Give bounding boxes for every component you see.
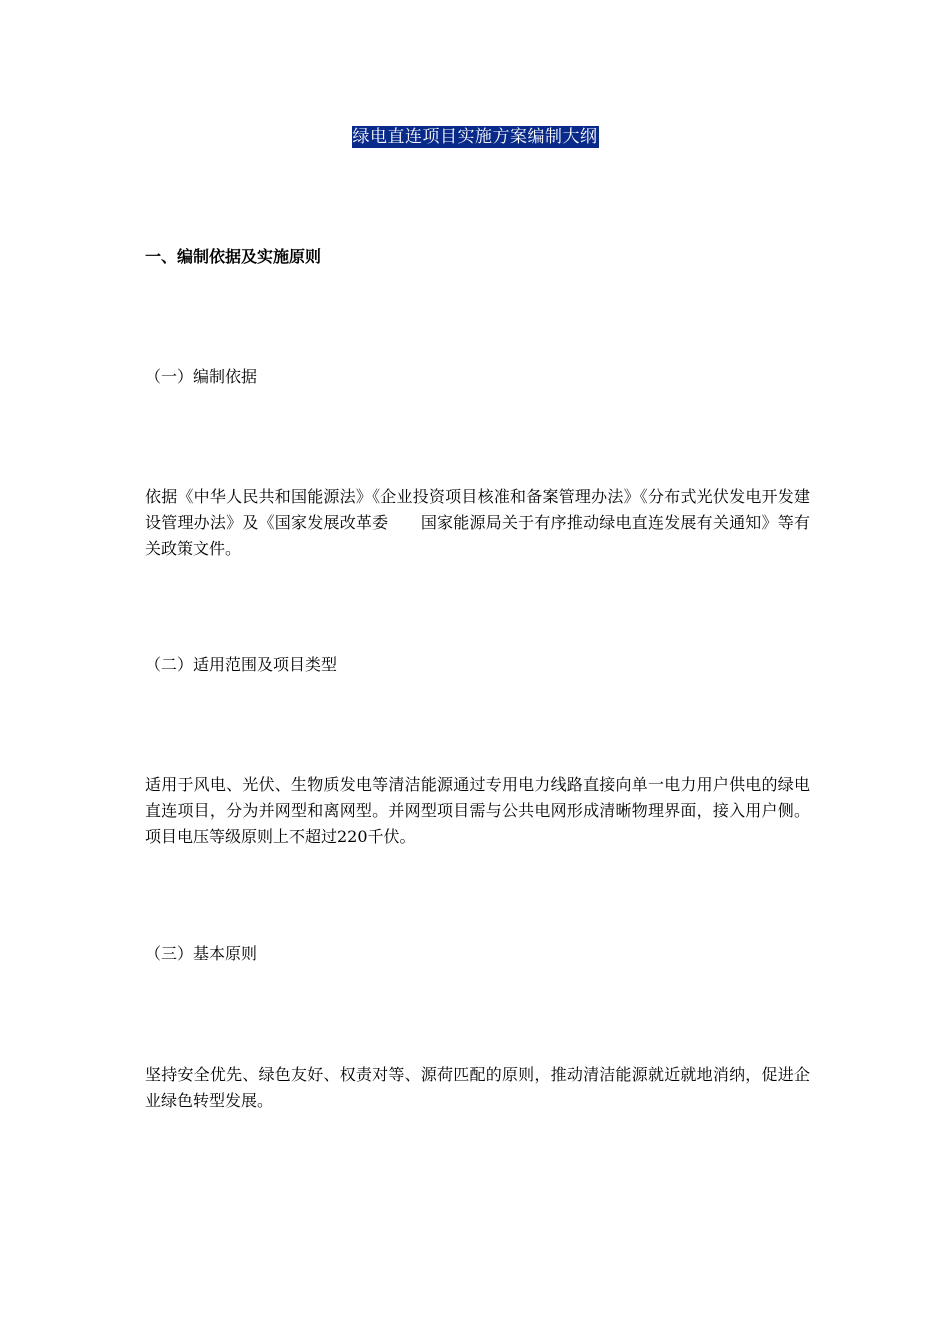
document-title[interactable]: 绿电直连项目实施方案编制大纲 xyxy=(352,127,598,147)
subsection-heading-scope: （二）适用范围及项目类型 xyxy=(145,655,338,674)
paragraph-basis: 依据《中华人民共和国能源法》《企业投资项目核准和备案管理办法》《分布式光伏发电开发建设管理办法》及《国家发展改革委 国家能源局关于有序推动绿电直连发展有关通知》等有关政策文件。 xyxy=(145,487,810,558)
paragraph-scope: 适用于风电、光伏、生物质发电等清洁能源通过专用电力线路直接向单一电力用户供电的绿电直连项目，分为并网型和离网型。并网型项目需与公共电网形成清晰物理界面，接入用户侧。项目电压等级原则上不超过220千伏。 xyxy=(145,775,810,846)
subsection-heading-basis: （一）编制依据 xyxy=(145,367,258,386)
section-heading-1: 一、编制依据及实施原则 xyxy=(145,247,322,266)
paragraph-principles: 坚持安全优先、绿色友好、权责对等、源荷匹配的原则，推动清洁能源就近就地消纳，促进企业绿色转型发展。 xyxy=(145,1065,810,1110)
subsection-heading-principles: （三）基本原则 xyxy=(145,944,258,963)
title-container xyxy=(0,126,950,148)
